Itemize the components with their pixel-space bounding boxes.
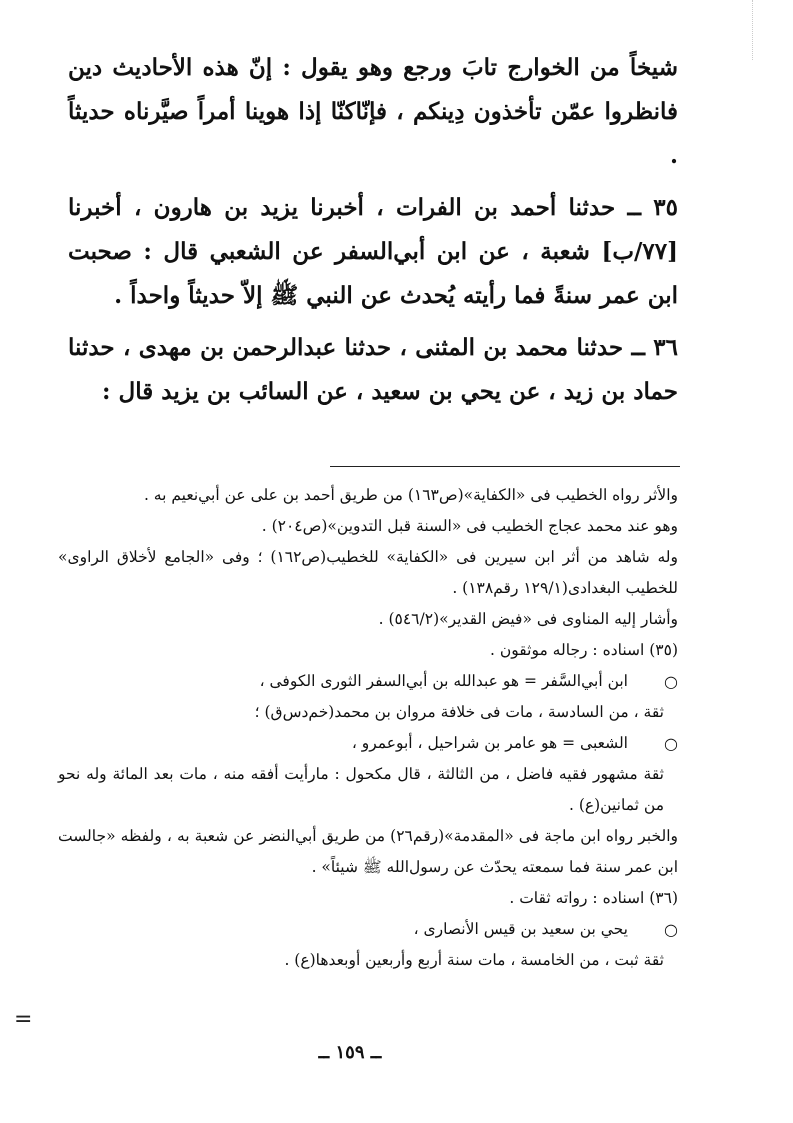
page-number: ــ ١٥٩ ــ xyxy=(318,1042,382,1063)
circle-bullet-icon: ○ xyxy=(664,920,678,939)
narrator-name: الشعبى = هو عامر بن شراحيل ، أبوعمرو ، xyxy=(351,734,628,752)
hadith-35-number: ٣٥ ــ xyxy=(627,194,678,221)
isnad-35-heading: (٣٥) اسناده : رجاله موثقون . xyxy=(490,641,678,659)
hadith-36-number: ٣٦ ــ xyxy=(631,334,678,361)
footnotes xyxy=(58,480,678,976)
narrator-name: ابن أبي‌السَّفر = هو عبدالله بن أبي‌السفر الثورى الكوفى ، xyxy=(259,672,628,690)
footnote-divider xyxy=(330,466,680,467)
footnote-line: والخبر رواه ابن ماجة فى «المقدمة»(رقم٢٦) من طريق أبي‌النضر عن شعبة به ، ولفظه «جالست ابن عمر سنة فما سمعته يحدّث عن رسول‌الله ﷺ شيئاً» . xyxy=(58,827,679,876)
isnad-36-heading: (٣٦) اسناده : رواته ثقات . xyxy=(509,889,678,907)
narrator-entry xyxy=(58,728,678,759)
hadith-36-text: حدثنا محمد بن المثنى ، حدثنا عبدالرحمن بن مهدى ، حدثنا حماد بن زيد ، عن يحي بن سعيد ، عن السائب بن يزيد قال : xyxy=(68,334,678,405)
hadith-35 xyxy=(68,186,678,318)
hadith-36 xyxy=(68,326,678,414)
circle-bullet-icon: ○ xyxy=(664,672,678,691)
circle-bullet-icon: ○ xyxy=(664,734,678,753)
narrator-detail: ثقة ثبت ، من الخامسة ، مات سنة أربع وأربعين أوبعدها(ع) . xyxy=(284,951,664,969)
margin-mark: = xyxy=(14,1007,33,1032)
narrator-entry xyxy=(58,666,678,697)
footnote-line: وهو عند محمد عجاج الخطيب فى «السنة قبل التدوين»(ص٢٠٤) . xyxy=(261,517,678,535)
scan-edge xyxy=(752,0,793,60)
continuation-paragraph: شيخاً من الخوارج تابَ ورجع وهو يقول : إنّ هذه الأحاديث دين فانظروا عمّن تأخذون دِينكم ، فإنّاكنّا إذا هوينا أمراً صيَّرناه حديثاً . xyxy=(68,54,678,169)
narrator-detail: ثقة مشهور فقيه فاضل ، من الثالثة ، قال مكحول : مارأيت أفقه منه ، مات بعد المائة وله نحو من ثمانين(ع) . xyxy=(58,765,664,814)
main-text xyxy=(68,46,678,422)
hadith-35-text: حدثنا أحمد بن الفرات ، أخبرنا يزيد بن هارون ، أخبرنا [٧٧/ب] شعبة ، عن ابن أبي‌السفر عن الشعبي قال : صحبت ابن عمر سنةً فما رأيته يُحدث عن النبي ﷺ إلاّ حديثاً واحداً . xyxy=(68,194,678,309)
footnote-line: وأشار إليه المناوى فى «فيض القدير»(٥٤٦/٢) . xyxy=(378,610,678,628)
narrator-detail: ثقة ، من السادسة ، مات فى خلافة مروان بن محمد(خم‌دس‌ق) ؛ xyxy=(254,703,664,721)
footnote-line: وله شاهد من أثر ابن سيرين فى «الكفاية» للخطيب(ص١٦٢) ؛ وفى «الجامع لأخلاق الراوى» للخطيب البغدادى(١٢٩/١ رقم١٣٨) . xyxy=(58,548,678,597)
narrator-name: يحي بن سعيد بن قيس الأنصارى ، xyxy=(413,920,628,938)
narrator-entry xyxy=(58,914,678,945)
footnote-line: والأثر رواه الخطيب فى «الكفاية»(ص١٦٣) من طريق أحمد بن على عن أبي‌نعيم به . xyxy=(143,486,678,504)
